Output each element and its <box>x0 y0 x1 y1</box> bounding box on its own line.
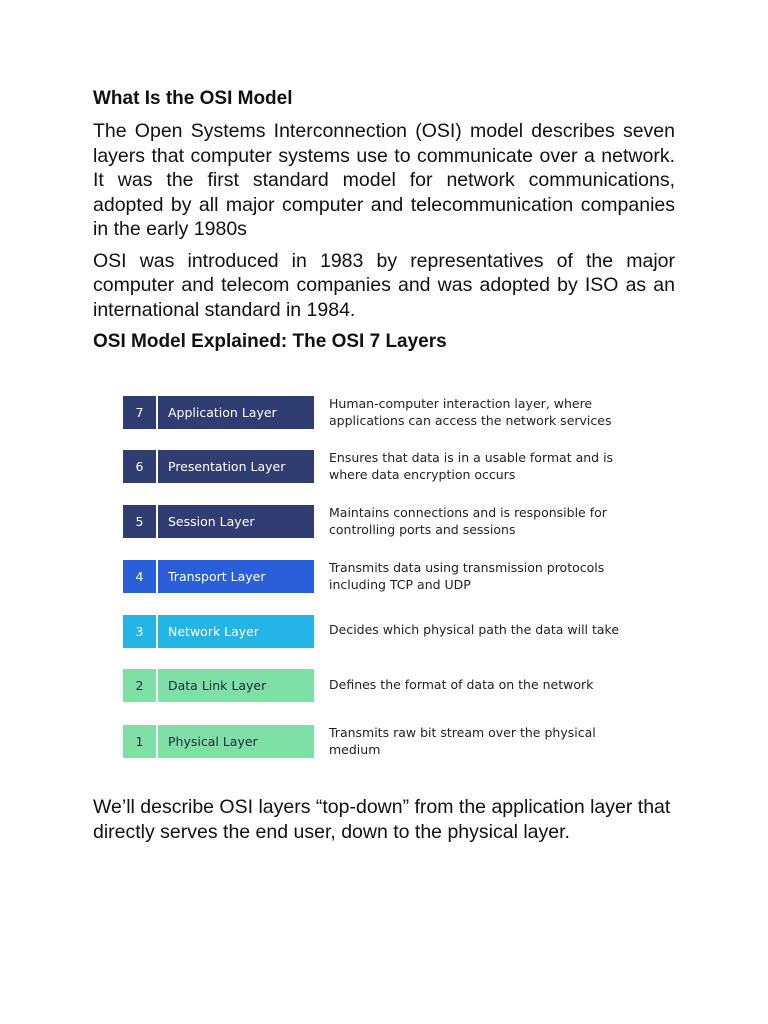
layer-description: Maintains connections and is responsible for controlling ports and sessions <box>329 505 607 537</box>
layer-number: 4 <box>123 560 158 593</box>
osi-layer-row <box>123 615 643 651</box>
osi-layer-row <box>123 396 643 432</box>
layer-bar <box>123 450 314 483</box>
osi-layers-diagram <box>123 390 643 770</box>
layer-bar <box>123 615 314 648</box>
layer-bar <box>123 669 314 702</box>
layer-name: Presentation Layer <box>168 459 286 474</box>
layer-name: Network Layer <box>168 624 260 639</box>
layer-number: 2 <box>123 669 158 702</box>
layer-number: 3 <box>123 615 158 648</box>
layer-number: 7 <box>123 396 158 429</box>
history-paragraph: OSI was introduced in 1983 by representatives of the major computer and telecom companies and was adopted by ISO as an international standard in 1984. <box>93 249 675 321</box>
layer-bar <box>123 725 314 758</box>
outro-paragraph: We’ll describe OSI layers “top-down” from the application layer that directly serves the end user, down to the physical layer. <box>93 796 671 843</box>
layer-name: Physical Layer <box>168 734 258 749</box>
layer-description: Ensures that data is in a usable format and is where data encryption occurs <box>329 450 614 482</box>
layer-name: Data Link Layer <box>168 678 267 693</box>
section-subtitle: OSI Model Explained: The OSI 7 Layers <box>93 331 447 352</box>
osi-layer-row <box>123 725 643 761</box>
layer-description: Human-computer interaction layer, where applications can access the network services <box>329 396 612 428</box>
document-body <box>93 86 675 362</box>
intro-paragraph: The Open Systems Interconnection (OSI) model describes seven layers that computer systems use to communicate over a network. It was the first standard model for network communications, adopted by all major computer and telecommunication companies in the early 1980s <box>93 120 675 240</box>
osi-layer-row <box>123 505 643 541</box>
layer-bar <box>123 396 314 429</box>
layer-bar <box>123 505 314 538</box>
layer-number: 6 <box>123 450 158 483</box>
layer-number: 5 <box>123 505 158 538</box>
layer-name: Application Layer <box>168 405 277 420</box>
layer-description: Transmits data using transmission protocols including TCP and UDP <box>329 560 605 592</box>
osi-layer-row <box>123 560 643 596</box>
layer-name: Session Layer <box>168 514 255 529</box>
layer-bar <box>123 560 314 593</box>
osi-layer-row <box>123 669 643 705</box>
layer-description: Transmits raw bit stream over the physical medium <box>329 725 596 757</box>
layer-description: Decides which physical path the data will take <box>329 622 620 637</box>
page-title: What Is the OSI Model <box>93 88 293 109</box>
layer-name: Transport Layer <box>168 569 266 584</box>
layer-number: 1 <box>123 725 158 758</box>
layer-description: Defines the format of data on the network <box>329 677 594 692</box>
osi-layer-row <box>123 450 643 486</box>
